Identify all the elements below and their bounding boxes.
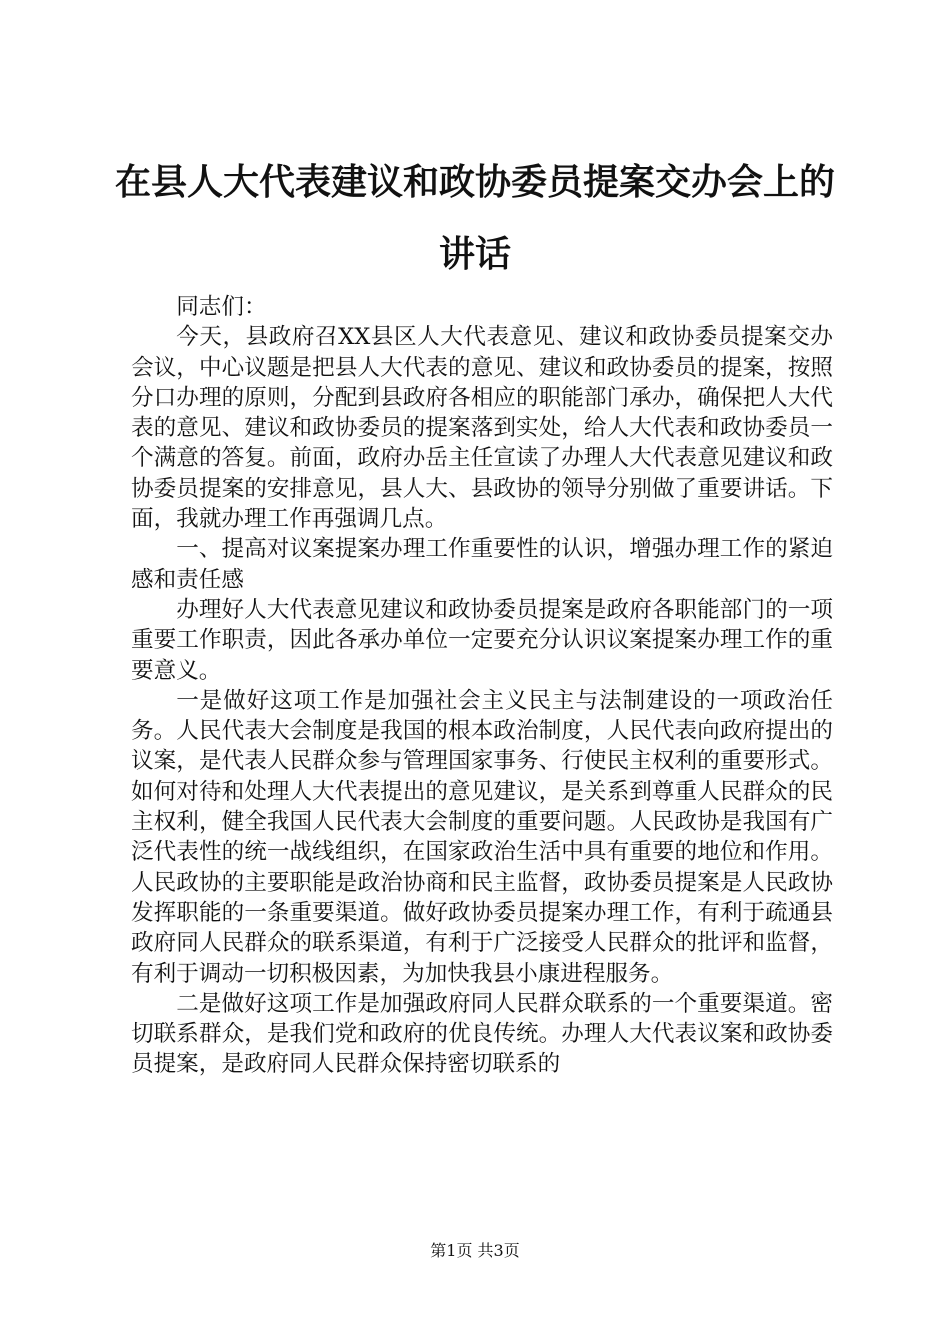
body-paragraph: 二是做好这项工作是加强政府同人民群众联系的一个重要渠道。密切联系群众，是我们党和政府的优良传统。办理人大代表议案和政协委员提案，是政府同人民群众保持密切联系的: [131, 990, 833, 1078]
intro-paragraph: 今天，县政府召XX县区人大代表意见、建议和政协委员提案交办会议，中心议题是把县人大代表的意见、建议和政协委员的提案，按照分口办理的原则，分配到县政府各相应的职能部门承办，确保把人大代表的意见、建议和政协委员的提案落到实处，给人大代表和政协委员一个满意的答复。前面，政府办岳主任宣读了办理人大代表意见建议和政协委员提案的安排意见，县人大、县政协的领导分别做了重要讲话。下面，我就办理工作再强调几点。: [131, 324, 833, 533]
body-paragraph: 一是做好这项工作是加强社会主义民主与法制建设的一项政治任务。人民代表大会制度是我国的根本政治制度，人民代表向政府提出的议案，是代表人民群众参与管理国家事务、行使民主权利的重要形式。如何对待和处理人大代表提出的意见建议，是关系到尊重人民群众的民主权利，健全我国人民代表大会制度的重要问题。人民政协是我国有广泛代表性的统一战线组织，在国家政治生活中具有重要的地位和作用。人民政协的主要职能是政治协商和民主监督，政协委员提案是人民政协发挥职能的一条重要渠道。做好政协委员提案办理工作，有利于疏通县政府同人民群众的联系渠道，有利于广泛接受人民群众的批评和监督，有利于调动一切积极因素，为加快我县小康进程服务。: [131, 687, 833, 987]
body-paragraph: 办理好人大代表意见建议和政协委员提案是政府各职能部门的一项重要工作职责，因此各承办单位一定要充分认识议案提案办理工作的重要意义。: [131, 596, 833, 684]
document-body: [131, 292, 833, 1080]
page-number-footer: 第1页 共3页: [430, 1241, 520, 1260]
document-title: 在县人大代表建议和政协委员提案交办会上的讲话: [114, 162, 835, 275]
salutation-paragraph: 同志们：: [176, 294, 267, 320]
section-heading-1: 一、提高对议案提案办理工作重要性的认识，增强办理工作的紧迫感和责任感: [131, 536, 833, 593]
